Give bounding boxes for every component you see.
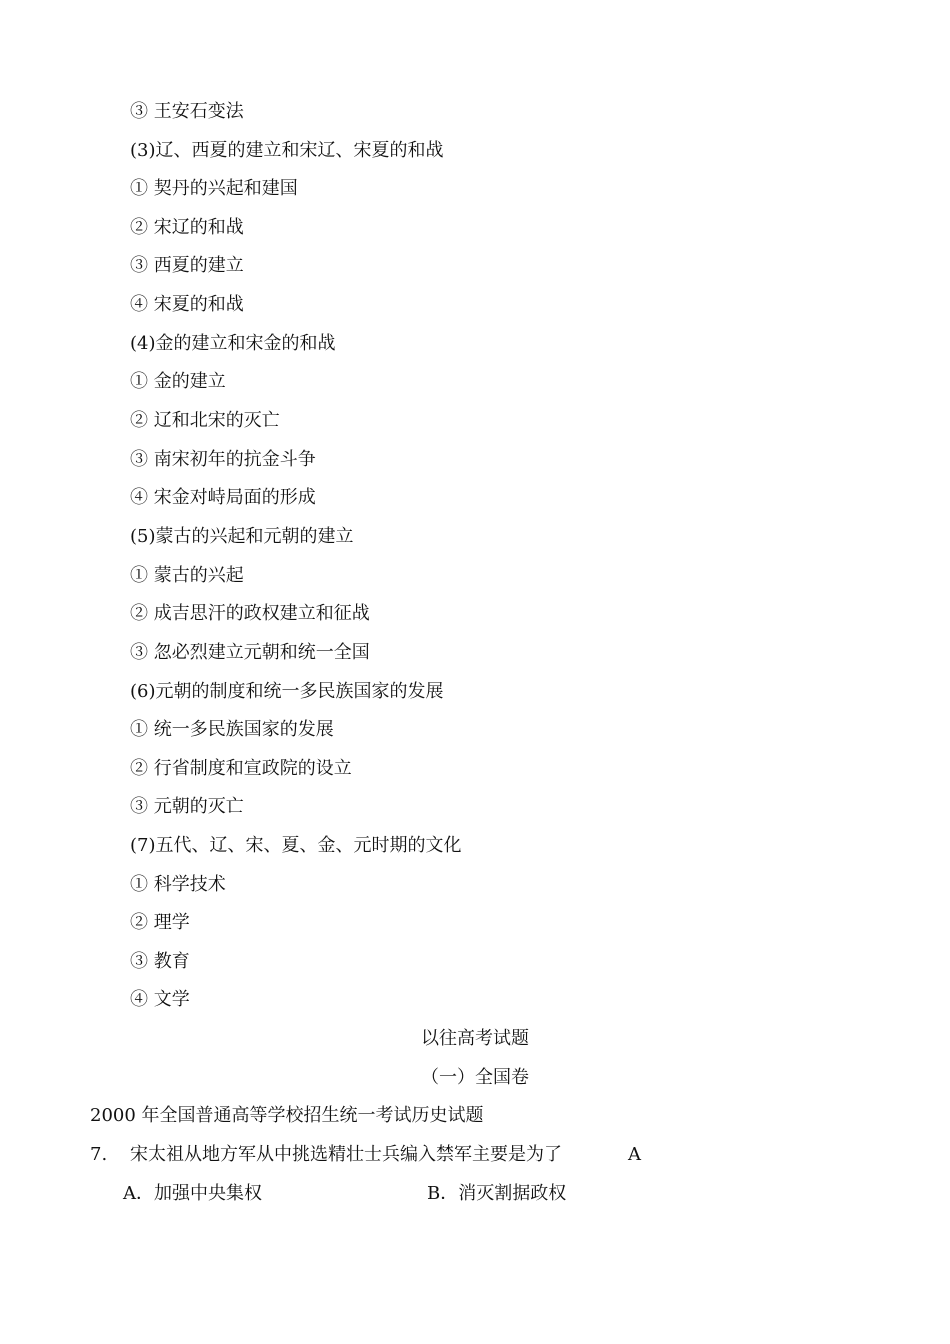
outline-item: ① 蒙古的兴起 [130,565,244,586]
outline-item: ① 金的建立 [130,371,226,392]
outline-item: ③ 元朝的灭亡 [130,796,244,817]
outline-item: ③ 王安石变法 [130,101,244,122]
outline-item: ② 行省制度和宣政院的设立 [130,758,352,779]
outline-item: ④ 文学 [130,989,190,1010]
question-answer: A [628,1144,641,1165]
outline-item: ② 理学 [130,912,190,933]
outline-item: ② 辽和北宋的灭亡 [130,410,280,431]
outline-item: ① 科学技术 [130,874,226,895]
outline-item: ④ 宋金对峙局面的形成 [130,487,316,508]
option-b: B．消灭割据政权 [427,1183,567,1204]
outline-heading: (6)元朝的制度和统一多民族国家的发展 [130,681,444,702]
outline-item: ③ 教育 [130,951,190,972]
outline-item: ② 宋辽的和战 [130,217,244,238]
question-text: 宋太祖从地方军从中挑选精壮士兵编入禁军主要是为了 [130,1144,562,1165]
exam-title: 2000 年全国普通高等学校招生统一考试历史试题 [90,1105,484,1126]
option-a: A．加强中央集权 [123,1183,262,1204]
outline-heading: (3)辽、西夏的建立和宋辽、宋夏的和战 [130,140,444,161]
section-title: 以往高考试题 [421,1028,529,1049]
outline-heading: (7)五代、辽、宋、夏、金、元时期的文化 [130,835,462,856]
question-number: 7. [90,1144,108,1165]
outline-item: ① 契丹的兴起和建国 [130,178,298,199]
outline-item: ④ 宋夏的和战 [130,294,244,315]
outline-item: ③ 南宋初年的抗金斗争 [130,449,316,470]
section-subtitle: （一）全国卷 [421,1067,529,1088]
outline-item: ② 成吉思汗的政权建立和征战 [130,603,370,624]
outline-heading: (4)金的建立和宋金的和战 [130,333,336,354]
outline-heading: (5)蒙古的兴起和元朝的建立 [130,526,354,547]
outline-item: ① 统一多民族国家的发展 [130,719,334,740]
outline-item: ③ 忽必烈建立元朝和统一全国 [130,642,370,663]
outline-item: ③ 西夏的建立 [130,255,244,276]
